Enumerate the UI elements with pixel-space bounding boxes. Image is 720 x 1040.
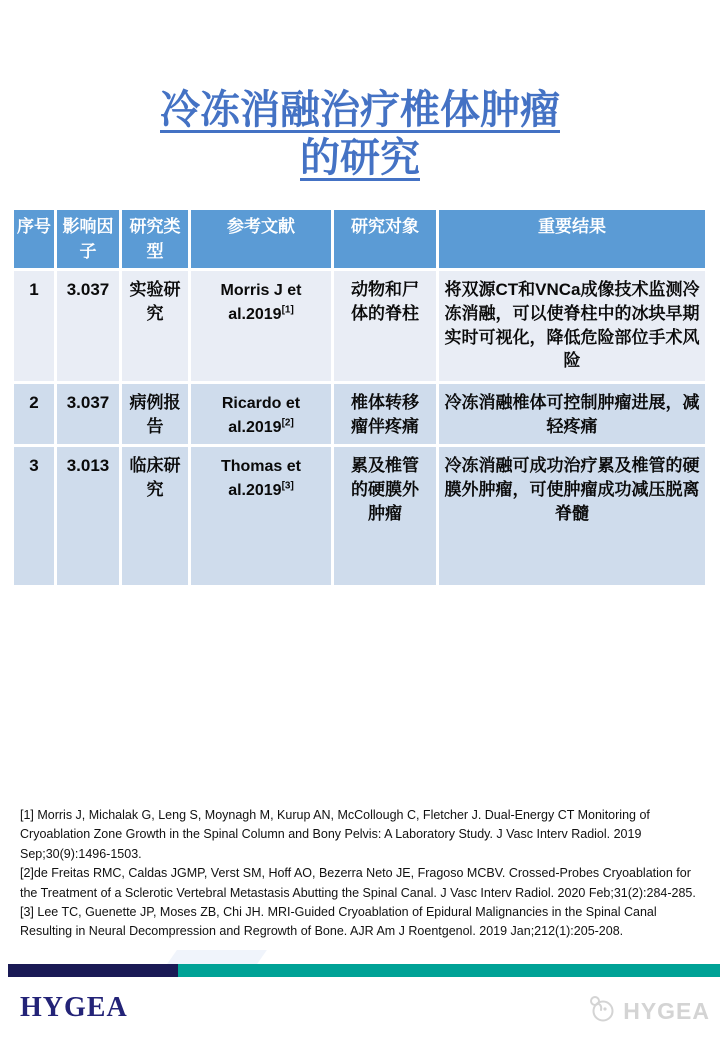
footer-bar-teal [178,964,720,977]
col-header-subject: 研究对象 [334,210,436,268]
reference-superscript: [3] [281,480,294,492]
reference-superscript: [2] [281,417,294,429]
cell-impact-factor: 3.037 [57,271,119,381]
table-row [14,447,705,585]
cell-result: 将双源CT和VNCa成像技术监测冷冻消融，可以使脊柱中的冰块早期实时可视化，降低危险部位手术风险 [439,271,705,381]
page-title-line2: 的研究 [300,136,420,180]
hygea-logo-text: HYGEA [20,992,128,1023]
page-title [0,88,720,184]
reference-superscript: [1] [281,304,294,316]
cell-impact-factor: 3.013 [57,447,119,585]
reference-text: Morris J et al.2019 [220,282,302,323]
hygea-mascot-icon [586,994,616,1029]
cell-subject: 累及椎管的硬膜外肿瘤 [334,447,436,585]
col-header-result: 重要结果 [439,210,705,268]
table-row [14,271,705,381]
table-header-row [14,210,705,268]
footnote-1: [1] Morris J, Michalak G, Leng S, Moynagh M, Kurup AN, McCollough C, Fletcher J. Dual-Energy CT Monitoring of Cryoablation Zone Growth in the Spinal Column and Bony Pelvis: A Laboratory Study. J Vasc Interv Radiol. 2019 Sep;30(9):1496-1503. [20,808,650,861]
studies-table [11,207,708,588]
cell-study-type: 病例报告 [122,384,188,444]
cell-subject: 椎体转移瘤伴疼痛 [334,384,436,444]
cell-study-type: 实验研究 [122,271,188,381]
cell-no: 1 [14,271,54,381]
page-title-line1: 冷冻消融治疗椎体肿瘤 [160,88,560,132]
col-header-impact-factor: 影响因子 [57,210,119,268]
col-header-study-type: 研究类型 [122,210,188,268]
cell-subject: 动物和尸体的脊柱 [334,271,436,381]
reference-text: Ricardo et al.2019 [221,395,301,436]
cell-result: 冷冻消融椎体可控制肿瘤进展，减轻疼痛 [439,384,705,444]
cell-reference [191,271,331,381]
cell-impact-factor: 3.037 [57,384,119,444]
hygea-watermark [586,994,710,1029]
cell-reference [191,447,331,585]
cell-no: 3 [14,447,54,585]
table-row [14,384,705,444]
cell-reference [191,384,331,444]
reference-text: Thomas et al.2019 [220,458,301,499]
footnote-2: [2]de Freitas RMC, Caldas JGMP, Verst SM, Hoff AO, Bezerra Neto JE, Fragoso MCBV. Crossed-Probes Cryoablation for the Treatment of a Sclerotic Vertebral Metastasis Abutting the Spinal Canal. J Vasc Interv Radiol. 2020 Feb;31(2):284-285. [20,866,696,900]
col-header-no: 序号 [14,210,54,268]
cell-result: 冷冻消融可成功治疗累及椎管的硬膜外肿瘤，可使肿瘤成功减压脱离脊髓 [439,447,705,585]
cell-no: 2 [14,384,54,444]
reference-footnotes [20,806,710,942]
footnote-3: [3] Lee TC, Guenette JP, Moses ZB, Chi JH. MRI-Guided Cryoablation of Epidural Malignancies in the Spinal Canal Resulting in Neural Decompression and Regrowth of Bone. AJR Am J Roentgenol. 2019 Jan;212(1):205-208. [20,904,657,939]
col-header-reference: 参考文献 [191,210,331,268]
cell-study-type: 临床研究 [122,447,188,585]
footer-decor-shape [167,950,267,964]
watermark-label: HYGEA [623,998,710,1024]
footer-bar-navy [8,964,178,977]
